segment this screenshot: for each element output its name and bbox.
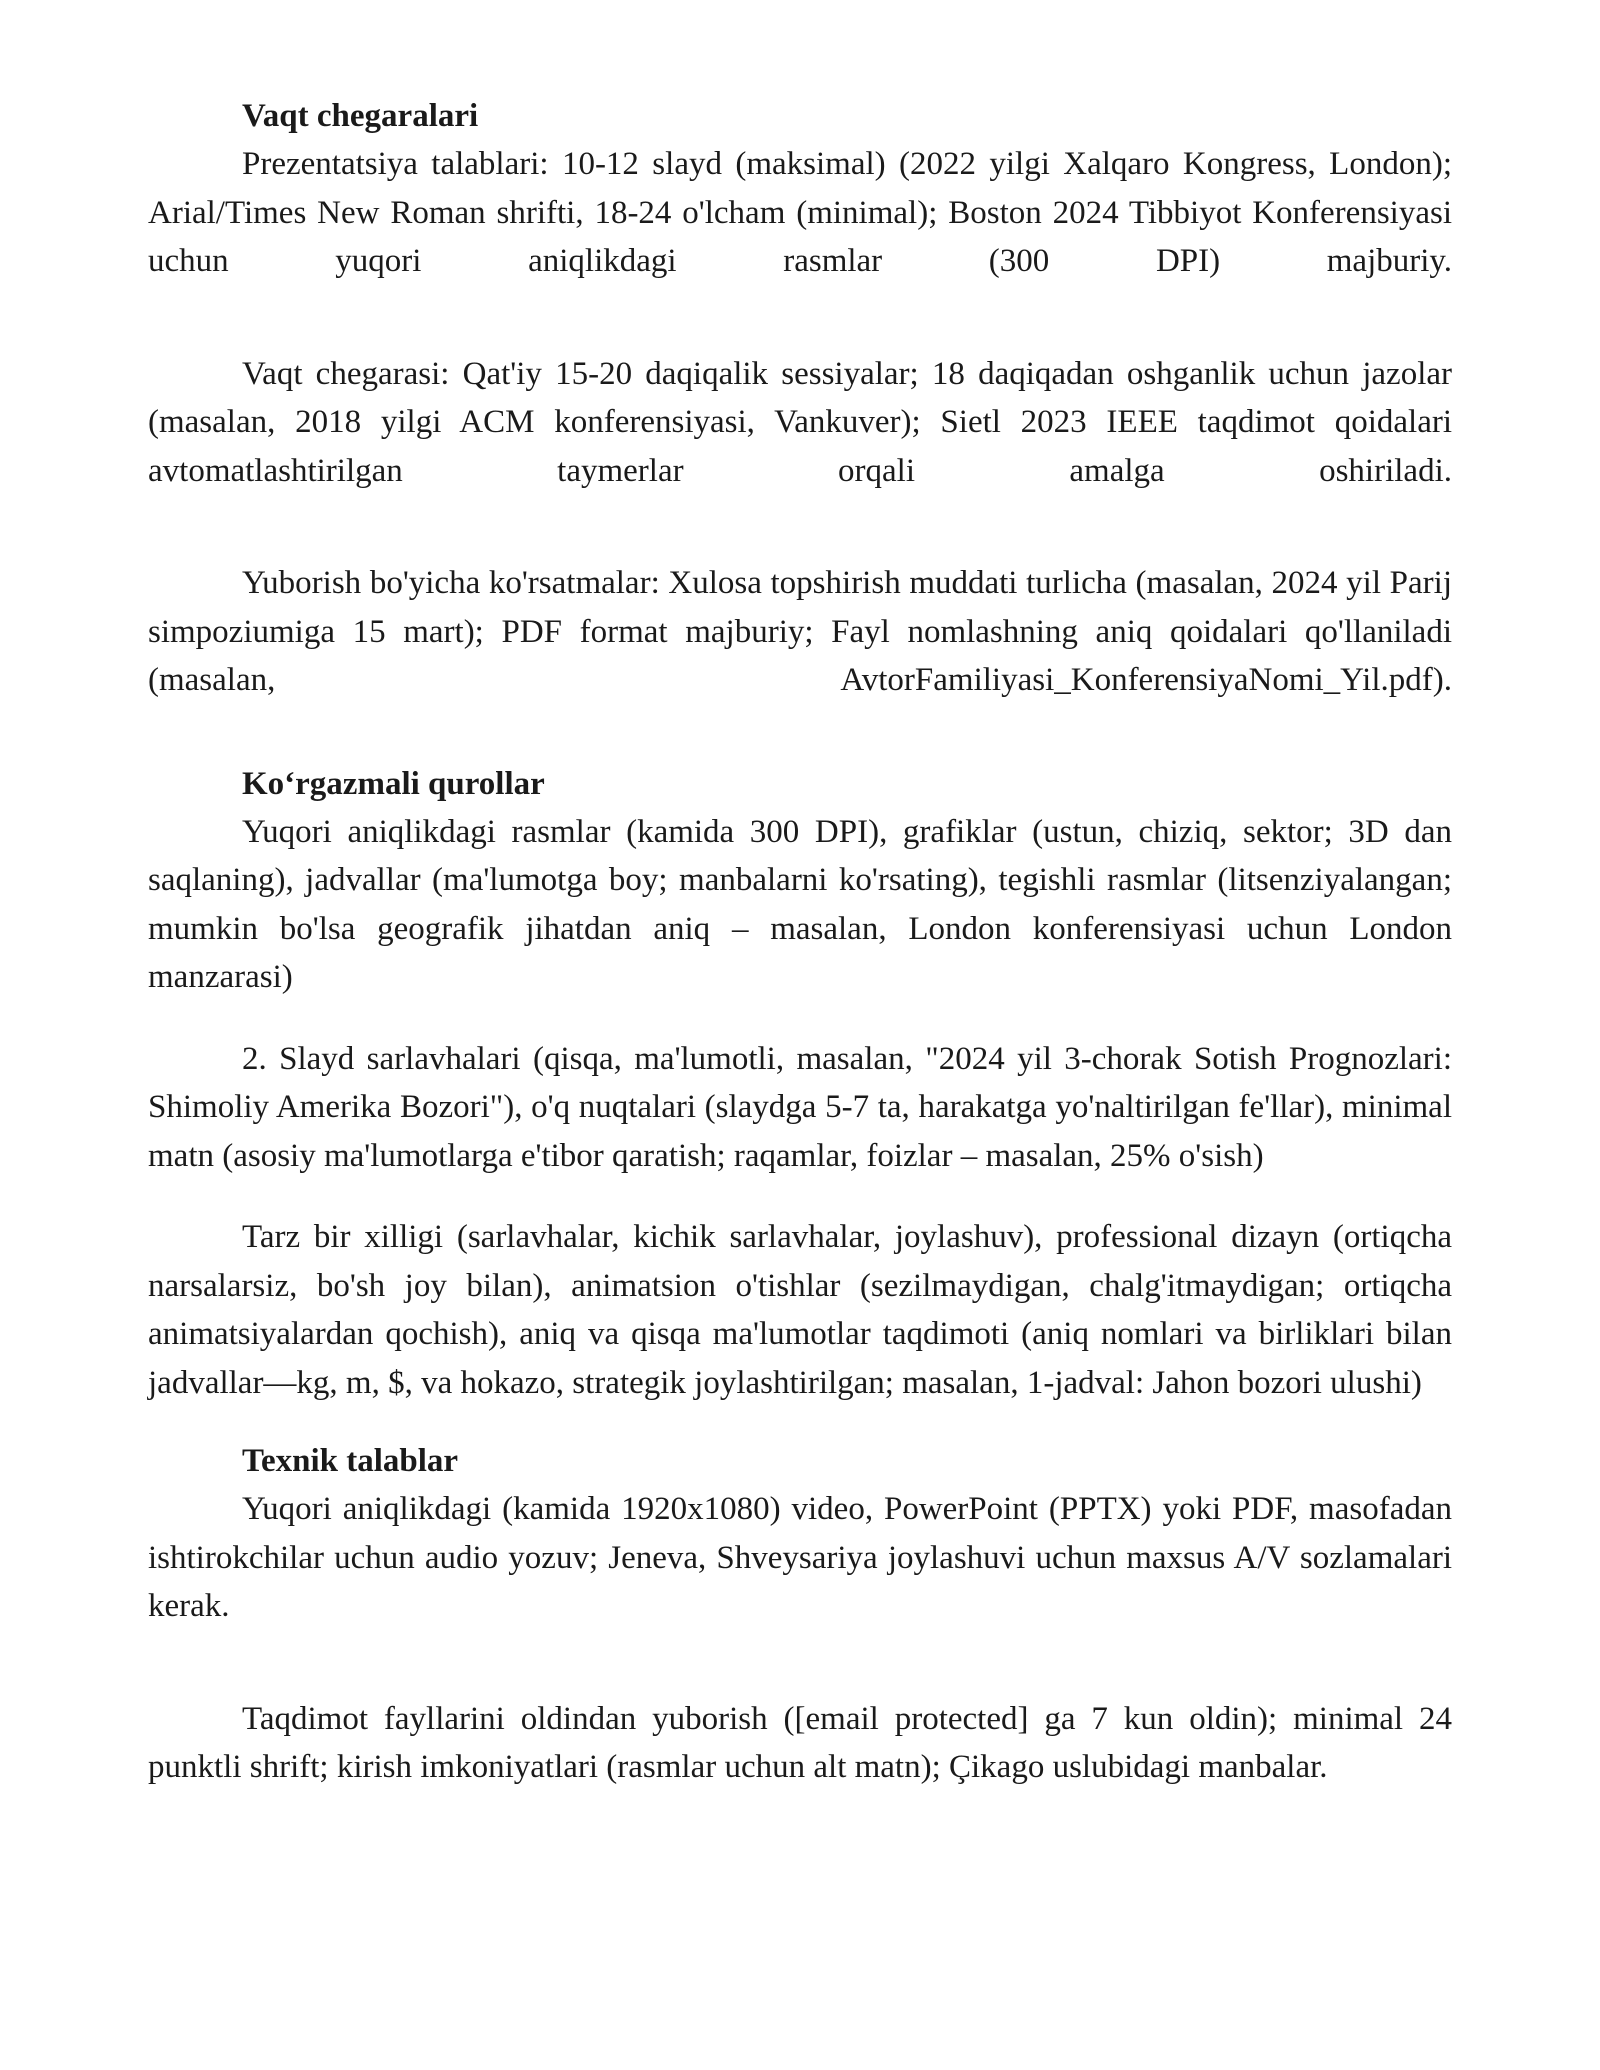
- section-heading-visual-aids: Koʻrgazmali qurollar: [242, 765, 545, 802]
- paragraph-time-limit: Vaqt chegarasi: Qat'iy 15-20 daqiqalik sessiyalar; 18 daqiqadan oshganlik uchun jazolar (masalan, 2018 yilgi ACM konferensiyasi, Vankuver); Sietl 2023 IEEE taqdimot qoidalari avtomatlashtirilgan taymerlar orqali amalga oshiriladi.: [148, 355, 1452, 489]
- paragraph-slide-titles: 2. Slayd sarlavhalari (qisqa, ma'lumotli, masalan, "2024 yil 3-chorak Sotish Prognozlari: Shimoliy Amerika Bozori"), o'q nuqtalari (slaydga 5-7 ta, harakatga yo'naltirilgan fe'llar), minimal matn (asosiy ma'lumotlarga e'tibor qaratish; raqamlar, foizlar – masalan, 25% o'sish): [148, 1040, 1452, 1174]
- paragraph-technical-requirements: Yuqori aniqlikdagi (kamida 1920x1080) video, PowerPoint (PPTX) yoki PDF, masofadan ishtirokchilar uchun audio yozuv; Jeneva, Shveysariya joylashuvi uchun maxsus A/V sozlamalari kerak.: [148, 1491, 1452, 1624]
- paragraph-presentation-requirements: Prezentatsiya talablari: 10-12 slayd (maksimal) (2022 yilgi Xalqaro Kongress, London); Arial/Times New Roman shrifti, 18-24 o'lcham (minimal); Boston 2024 Tibbiyot Konferensiyasi uchun yuqori aniqlikdagi rasmlar (300 DPI) majburiy.: [148, 146, 1452, 279]
- section-heading-time-limits: Vaqt chegaralari: [242, 98, 479, 134]
- paragraph-visual-aids: Yuqori aniqlikdagi rasmlar (kamida 300 DPI), grafiklar (ustun, chiziq, sektor; 3D dan saqlaning), jadvallar (ma'lumotga boy; manbalarni ko'rsating), tegishli rasmlar (litsenziyalangan; mumkin bo'lsa geografik jihatdan aniq – masalan, London konferensiyasi uchun London manzarasi): [148, 813, 1452, 995]
- document-page: [148, 92, 1452, 1792]
- section-heading-technical-requirements: Texnik talablar: [242, 1443, 459, 1479]
- paragraph-file-submission: Taqdimot fayllarini oldindan yuborish ([email protected] ga 7 kun oldin); minimal 24 punktli shrift; kirish imkoniyatlari (rasmlar uchun alt matn); Çikago uslubidagi manbalar.: [148, 1700, 1452, 1785]
- paragraph-style-consistency: Tarz bir xilligi (sarlavhalar, kichik sarlavhalar, joylashuv), professional dizayn (ortiqcha narsalarsiz, bo'sh joy bilan), animatsion o'tishlar (sezilmaydigan, chalg'itmaydigan; ortiqcha animatsiyalardan qochish), aniq va qisqa ma'lumotlar taqdimoti (aniq nomlari va birliklari bilan jadvallar—kg, m, $, va hokazo, strategik joylashtirilgan; masalan, 1-jadval: Jahon bozori ulushi): [148, 1219, 1452, 1401]
- paragraph-submission-guidelines: Yuborish bo'yicha ko'rsatmalar: Xulosa topshirish muddati turlicha (masalan, 2024 yil Parij simpoziumiga 15 mart); PDF format majburiy; Fayl nomlashning aniq qoidalari qo'llaniladi (masalan, AvtorFamiliyasi_KonferensiyaNomi_Yil.pdf).: [148, 565, 1452, 698]
